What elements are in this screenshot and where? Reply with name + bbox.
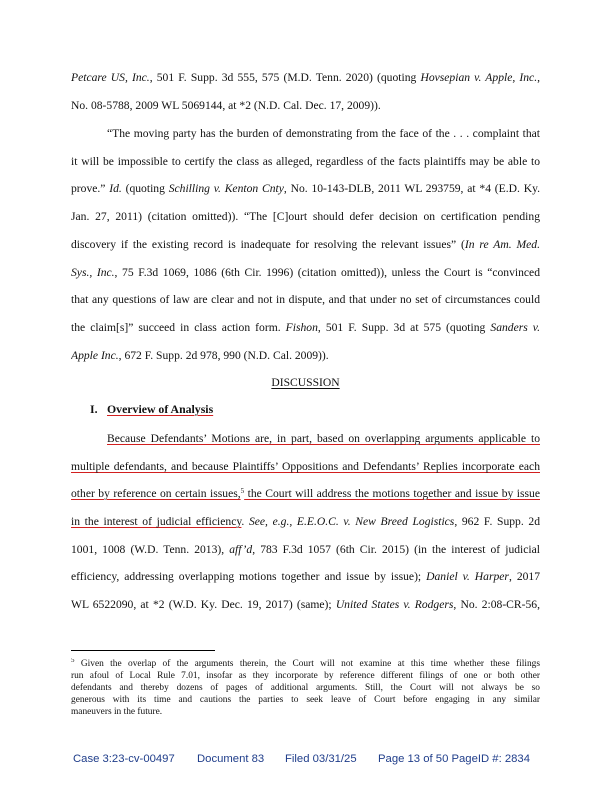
paragraph-line-5: 1001, 1008 (W.D. Tenn. 2013), aff’d, 783 F.3d 1057 (6th Cir. 2015) (in the interest of judicial xyxy=(71,543,540,556)
paragraph-line-7: WL 6522090, at *2 (W.D. Ky. Dec. 19, 2017) (same); United States v. Rodgers, No. 2:08-CR-56, xyxy=(71,598,540,611)
footnote-line-1: $^5$ Given the overlap of the arguments therein, the Court will not examine at this time whether these filings xyxy=(71,658,540,669)
filed-date: Filed 03/31/25 xyxy=(285,753,357,765)
page-and-pageid: Page 13 of 50 PageID #: 2834 xyxy=(378,753,531,765)
body-line-9: that any questions of law are clear and not in dispute, and that under no set of circumstances could xyxy=(71,293,540,306)
paragraph-line-3: other by reference on certain issues,$^5$ the Court will address the motions together and issue by issue xyxy=(71,487,540,500)
body-line-4: it will be impossible to certify the class as alleged, regardless of the facts plaintiffs may be able to xyxy=(71,155,540,168)
case-number: Case 3:23-cv-00497 xyxy=(73,753,175,765)
section-heading: DISCUSSION xyxy=(271,376,340,389)
paragraph-line-6: efficiency, addressing overlapping motions together and issue by issue); Daniel v. Harper, 2017 xyxy=(71,570,540,583)
subheading-number: I. xyxy=(90,402,98,416)
footnote-line-5: maneuvers in the future. xyxy=(71,707,163,717)
footnote-line-2: run afoul of Local Rule 7.01, insofar as they incorporate by reference different filings of one or both other xyxy=(71,671,540,681)
subheading-title: Overview of Analysis xyxy=(107,402,214,416)
body-line-10: the claim[s]” succeed in class action form. Fishon, 501 F. Supp. 3d at 575 (quoting Sanders v. xyxy=(71,321,540,334)
body-line-2: No. 08-5788, 2009 WL 5069144, at *2 (N.D. Cal. Dec. 17, 2009)). xyxy=(71,99,381,112)
body-line-6: Jan. 27, 2011) (citation omitted)). “The [C]ourt should defer decision on certification pending xyxy=(71,210,540,223)
body-line-7: discovery if the existing record is inadequate for resolving the relevant issues” (In re Am. Med. xyxy=(71,238,540,251)
footnote-line-4: generous with its time and cautions the parties to seek leave of Court before engaging in any similar xyxy=(71,695,540,705)
body-line-3: “The moving party has the burden of demonstrating from the face of the . . . complaint that xyxy=(107,127,540,140)
footnote-divider xyxy=(71,650,215,651)
footnote-number: 5 xyxy=(71,658,75,664)
paragraph-line-4: in the interest of judicial efficiency. See, e.g., E.E.O.C. v. New Breed Logistics, 962 F. Supp. 2d xyxy=(71,515,540,528)
body-line-1: Petcare US, Inc., 501 F. Supp. 3d 555, 575 (M.D. Tenn. 2020) (quoting Hovsepian v. Apple, Inc., xyxy=(71,71,540,84)
filing-footer xyxy=(71,753,541,767)
body-line-11: Apple Inc., 672 F. Supp. 2d 978, 990 (N.D. Cal. 2009)). xyxy=(71,349,329,362)
footnote-reference[interactable]: 5 xyxy=(240,487,245,495)
body-line-5: prove.” Id. (quoting Schilling v. Kenton Cnty, No. 10-143-DLB, 2011 WL 293759, at *4 (E.D. Ky. xyxy=(71,182,540,195)
body-line-8: Sys., Inc., 75 F.3d 1069, 1086 (6th Cir. 1996) (citation omitted)), unless the Court is “convinced xyxy=(71,266,540,279)
paragraph-line-1: Because Defendants’ Motions are, in part, based on overlapping arguments applicable to xyxy=(107,432,540,445)
paragraph-line-2: multiple defendants, and because Plaintiffs’ Oppositions and Defendants’ Replies incorporate each xyxy=(71,460,540,473)
document-number: Document 83 xyxy=(197,753,265,765)
footnote-line-3: defendants and thereby dozens of pages of additional arguments. Still, the Court will not always be so xyxy=(71,683,540,693)
